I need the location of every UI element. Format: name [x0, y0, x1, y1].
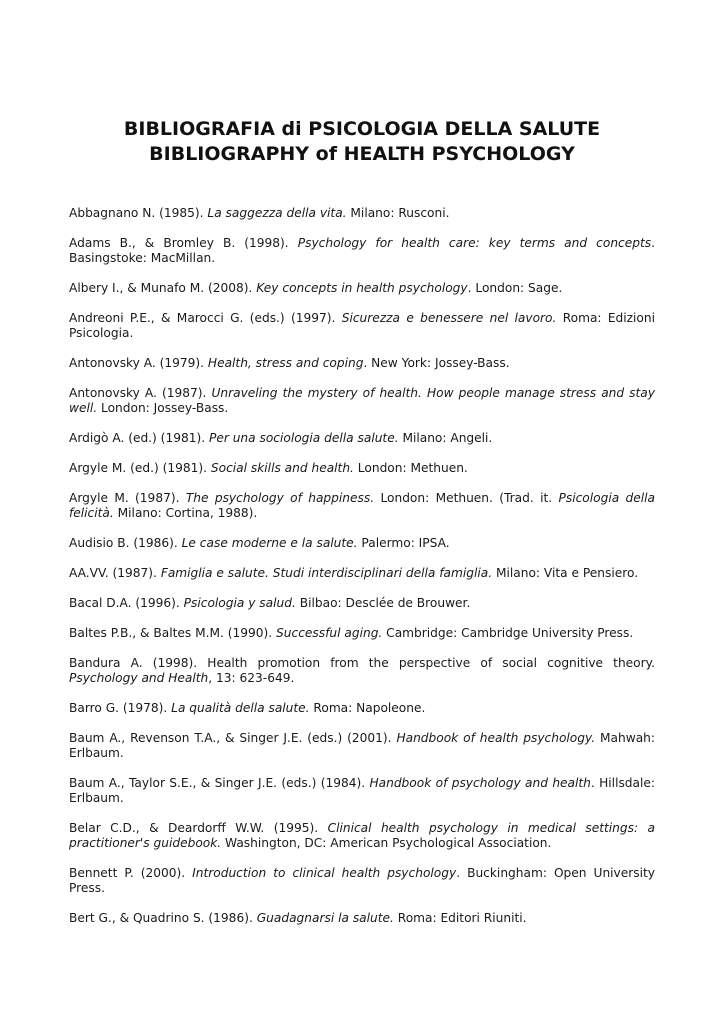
reference-entry: Baltes P.B., & Baltes M.M. (1990). Successful aging. Cambridge: Cambridge University Press. [69, 626, 634, 640]
reference-entry: Abbagnano N. (1985). La saggezza della vita. Milano: Rusconi. [69, 206, 450, 220]
reference-entry: Audisio B. (1986). Le case moderne e la salute. Palermo: IPSA. [69, 536, 450, 550]
reference-entry: Barro G. (1978). La qualità della salute. Roma: Napoleone. [69, 701, 426, 715]
title-english: BIBLIOGRAPHY of HEALTH PSYCHOLOGY [149, 143, 575, 165]
reference-entry: AA.VV. (1987). Famiglia e salute. Studi interdisciplinari della famiglia. Milano: Vita e Pensiero. [69, 566, 639, 580]
reference-entry: Argyle M. (ed.) (1981). Social skills and health. London: Methuen. [69, 461, 468, 475]
reference-entry: Baum A., Taylor S.E., & Singer J.E. (eds.) (1984). Handbook of psychology and health. Hillsdale: Erlbaum. [69, 776, 655, 805]
reference-entry: Albery I., & Munafo M. (2008). Key concepts in health psychology. London: Sage. [69, 281, 563, 295]
reference-entry: Bacal D.A. (1996). Psicologia y salud. Bilbao: Desclée de Brouwer. [69, 596, 471, 610]
reference-entry: Adams B., & Bromley B. (1998). Psychology for health care: key terms and concepts. Basingstoke: MacMillan. [69, 236, 655, 265]
reference-list [69, 206, 655, 926]
reference-entry: Bennett P. (2000). Introduction to clinical health psychology. Buckingham: Open University Press. [69, 866, 656, 895]
reference-entry: Belar C.D., & Deardorff W.W. (1995). Clinical health psychology in medical settings: a practitioner's guidebook. Washington, DC: American Psychological Association. [69, 821, 656, 850]
reference-entry: Antonovsky A. (1987). Unraveling the mystery of health. How people manage stress and stay well. London: Jossey-Bass. [69, 386, 655, 415]
reference-entry: Bert G., & Quadrino S. (1986). Guadagnarsi la salute. Roma: Editori Riuniti. [69, 911, 527, 925]
reference-entry: Argyle M. (1987). The psychology of happiness. London: Methuen. (Trad. it. Psicologia della felicità. Milano: Cortina, 1988). [69, 491, 655, 520]
reference-entry: Bandura A. (1998). Health promotion from the perspective of social cognitive theory. Psychology and Health, 13: 623-649. [69, 656, 655, 685]
page-title [40, 117, 684, 167]
reference-entry: Baum A., Revenson T.A., & Singer J.E. (eds.) (2001). Handbook of health psychology. Mahwah: Erlbaum. [69, 731, 656, 760]
reference-entry: Andreoni P.E., & Marocci G. (eds.) (1997). Sicurezza e benessere nel lavoro. Roma: Edizioni Psicologia. [69, 311, 656, 340]
reference-entry: Ardigò A. (ed.) (1981). Per una sociologia della salute. Milano: Angeli. [69, 431, 493, 445]
title-italian: BIBLIOGRAFIA di PSICOLOGIA DELLA SALUTE [123, 118, 601, 140]
reference-entry: Antonovsky A. (1979). Health, stress and coping. New York: Jossey-Bass. [69, 356, 510, 370]
